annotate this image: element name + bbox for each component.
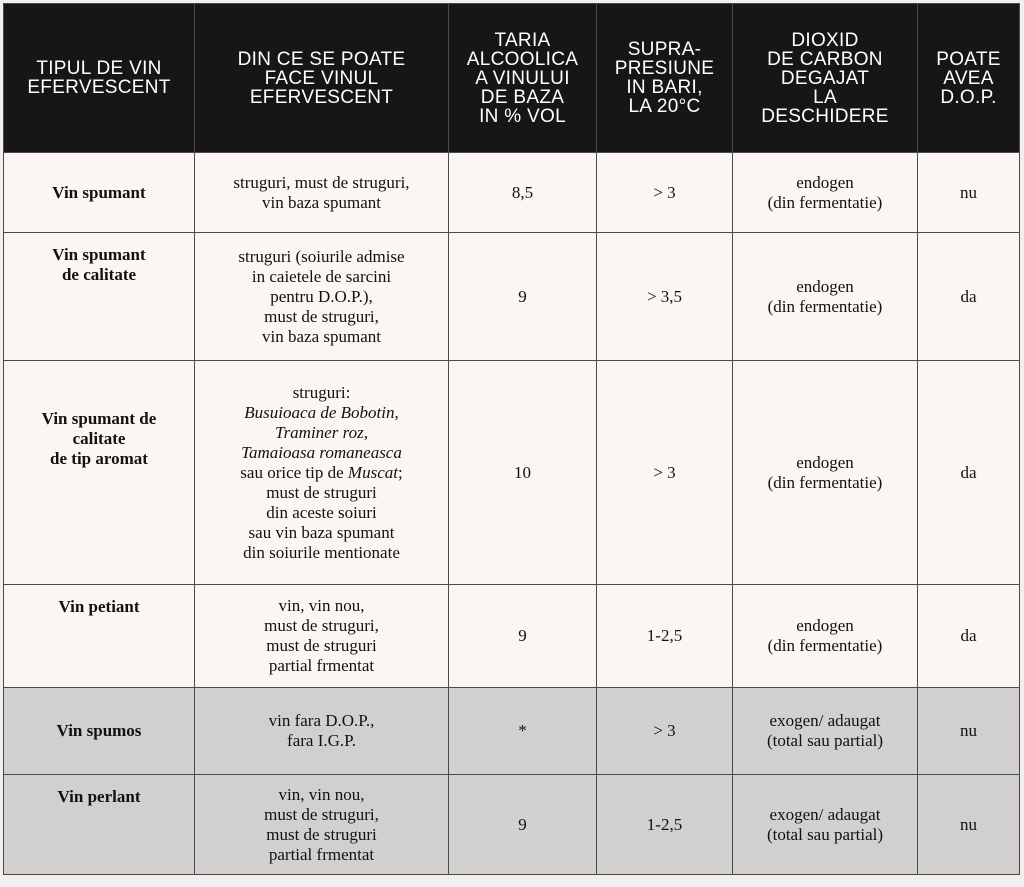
- header-tipul: [4, 4, 195, 153]
- cell-type: Vin spumant de calitate: [4, 233, 195, 361]
- cell-source: struguri: Busuioaca de Bobotin, Traminer roz, Tamaioasa romaneasca sau orice tip de Muscat; must de struguri din aceste soiuri sau vin baza spumant din soiurile mentionate: [195, 361, 449, 585]
- cell-type: Vin petiant: [4, 585, 195, 688]
- cell-alcohol: 9: [449, 775, 597, 875]
- cell-pressure: > 3: [597, 153, 733, 233]
- cell-alcohol: 8,5: [449, 153, 597, 233]
- header-line: D.O.P.: [940, 86, 997, 108]
- cell-alcohol: 9: [449, 585, 597, 688]
- cell-type: Vin spumos: [4, 688, 195, 775]
- cell-source: struguri (soiurile admise in caietele de sarcini pentru D.O.P.), must de struguri, vin baza spumant: [195, 233, 449, 361]
- cell-type: Vin spumant de calitate de tip aromat: [4, 361, 195, 585]
- cell-dop: da: [918, 361, 1020, 585]
- cell-dop: da: [918, 233, 1020, 361]
- cell-co2: exogen/ adaugat (total sau partial): [733, 775, 918, 875]
- header-line: AVEA: [943, 67, 994, 89]
- header-suprapresiune: [597, 4, 733, 153]
- header-line: TARIA: [494, 29, 551, 51]
- cell-dop: da: [918, 585, 1020, 688]
- cell-pressure: > 3: [597, 361, 733, 585]
- cell-co2: endogen (din fermentatie): [733, 233, 918, 361]
- cell-source: vin, vin nou, must de struguri, must de struguri partial frmentat: [195, 585, 449, 688]
- cell-co2: exogen/ adaugat (total sau partial): [733, 688, 918, 775]
- header-line: PRESIUNE: [614, 58, 715, 79]
- cell-source: struguri, must de struguri, vin baza spumant: [195, 153, 449, 233]
- header-line: A VINULUI: [475, 67, 570, 89]
- header-line: DIN CE SE POATE: [237, 48, 406, 70]
- header-dioxid: [733, 4, 918, 153]
- cell-co2: endogen (din fermentatie): [733, 361, 918, 585]
- header-taria: [449, 4, 597, 153]
- cell-type: Vin perlant: [4, 775, 195, 875]
- header-line: TIPUL DE VIN: [36, 58, 162, 79]
- cell-pressure: 1-2,5: [597, 585, 733, 688]
- table-row: [4, 233, 1020, 361]
- table-row: [4, 688, 1020, 775]
- header-line: LA 20°C: [628, 96, 701, 117]
- table-row: [4, 361, 1020, 585]
- header-line: SUPRA-: [627, 39, 702, 60]
- cell-type: Vin spumant: [4, 153, 195, 233]
- cell-source: vin fara D.O.P., fara I.G.P.: [195, 688, 449, 775]
- cell-pressure: > 3: [597, 688, 733, 775]
- cell-alcohol: *: [449, 688, 597, 775]
- cell-source: vin, vin nou, must de struguri, must de struguri partial frmentat: [195, 775, 449, 875]
- table-row: [4, 585, 1020, 688]
- header-line: DIOXID: [791, 29, 859, 51]
- header-din-ce: [195, 4, 449, 153]
- cell-co2: endogen (din fermentatie): [733, 153, 918, 233]
- cell-pressure: > 3,5: [597, 233, 733, 361]
- cell-dop: nu: [918, 153, 1020, 233]
- header-row: [4, 4, 1020, 153]
- header-line: POATE: [936, 48, 1001, 70]
- cell-co2: endogen (din fermentatie): [733, 585, 918, 688]
- table-row: [4, 775, 1020, 875]
- header-line: DEGAJAT: [780, 67, 870, 89]
- cell-dop: nu: [918, 688, 1020, 775]
- header-line: LA: [813, 86, 837, 108]
- header-line: IN % VOL: [479, 105, 566, 127]
- header-line: FACE VINUL: [264, 67, 379, 89]
- header-dop: [918, 4, 1020, 153]
- header-line: ALCOOLICA: [466, 48, 579, 70]
- header-line: DE CARBON: [767, 48, 883, 70]
- header-line: DESCHIDERE: [761, 105, 889, 127]
- header-line: EFERVESCENT: [27, 77, 171, 98]
- cell-dop: nu: [918, 775, 1020, 875]
- cell-alcohol: 9: [449, 233, 597, 361]
- wine-table: [3, 3, 1020, 875]
- table-row: [4, 153, 1020, 233]
- cell-pressure: 1-2,5: [597, 775, 733, 875]
- cell-alcohol: 10: [449, 361, 597, 585]
- header-line: IN BARI,: [626, 77, 703, 98]
- header-line: DE BAZA: [480, 86, 565, 108]
- header-line: EFERVESCENT: [249, 86, 394, 108]
